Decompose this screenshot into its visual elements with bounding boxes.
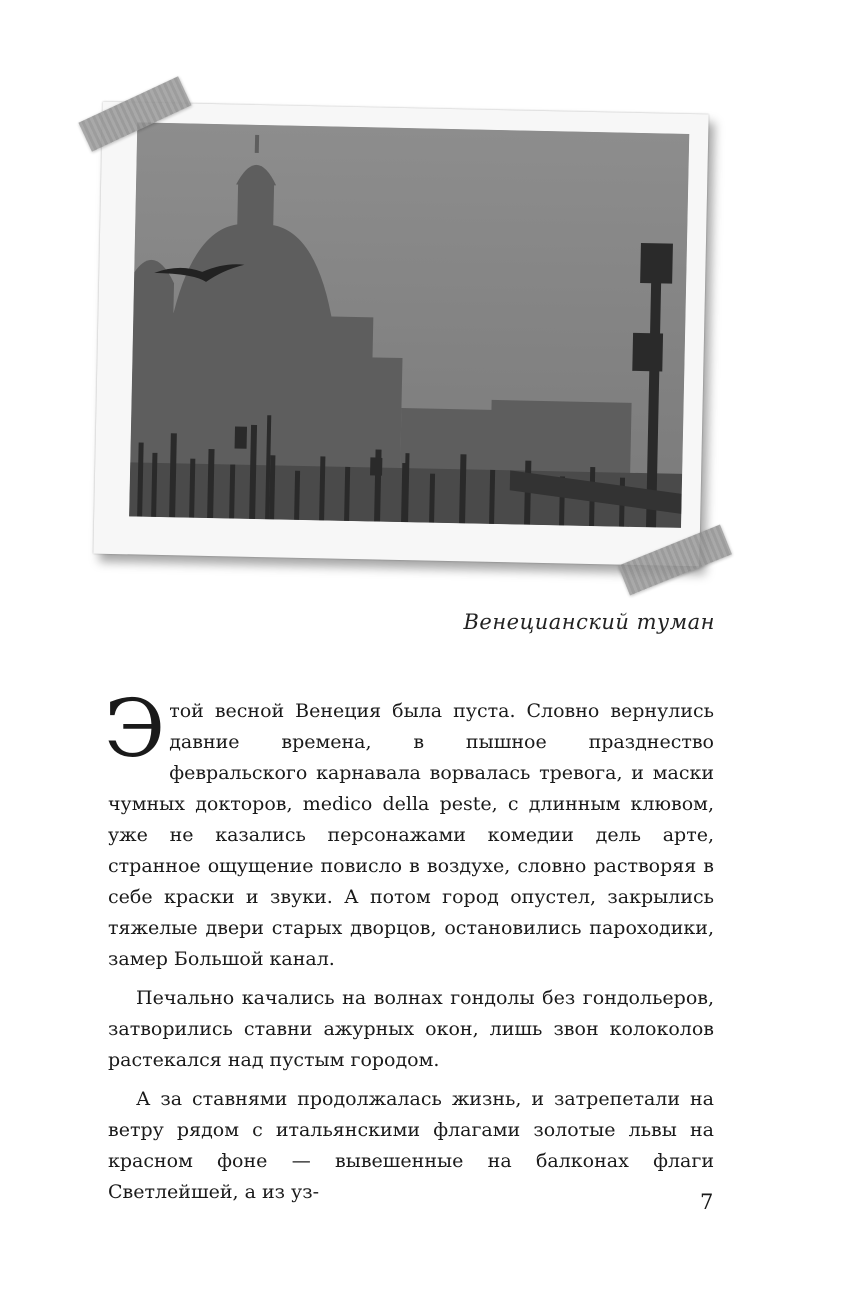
paragraph-3: А за ставнями продолжалась жизнь, и затрепетали на ветру рядом с итальянскими флагами золотые львы на красном фоне — вывешенные на балконах флаги Светлейшей, а из уз- bbox=[108, 1088, 714, 1203]
body-text bbox=[104, 682, 714, 1208]
paragraph-1 bbox=[104, 682, 714, 975]
venice-photo-icon bbox=[129, 122, 689, 527]
paragraph-2: Печально качались на волнах гондолы без гондольеров, затворились ставни ажурных окон, лишь звон колоколов растекался над пустым городом. bbox=[108, 987, 714, 1071]
drop-cap: Э bbox=[104, 682, 166, 775]
photo-frame bbox=[93, 102, 708, 567]
photo-caption: Венецианский туман bbox=[463, 610, 715, 634]
photo-illustration bbox=[82, 96, 732, 586]
page-number: 7 bbox=[700, 1190, 714, 1214]
paragraph-1-text: той весной Венеция была пуста. Словно вернулись давние времена, в пышное празднество февральского карнавала ворвалась тревога, и маски чумных докторов, medico della peste, с длинным клювом, уже не казались персонажами комедии дель арте, странное ощущение повисло в воздухе, словно растворяя в себе краски и звуки. А потом город опустел, закрылись тяжелые двери старых дворцов, остановились пароходики, замер Большой канал. bbox=[108, 700, 714, 970]
